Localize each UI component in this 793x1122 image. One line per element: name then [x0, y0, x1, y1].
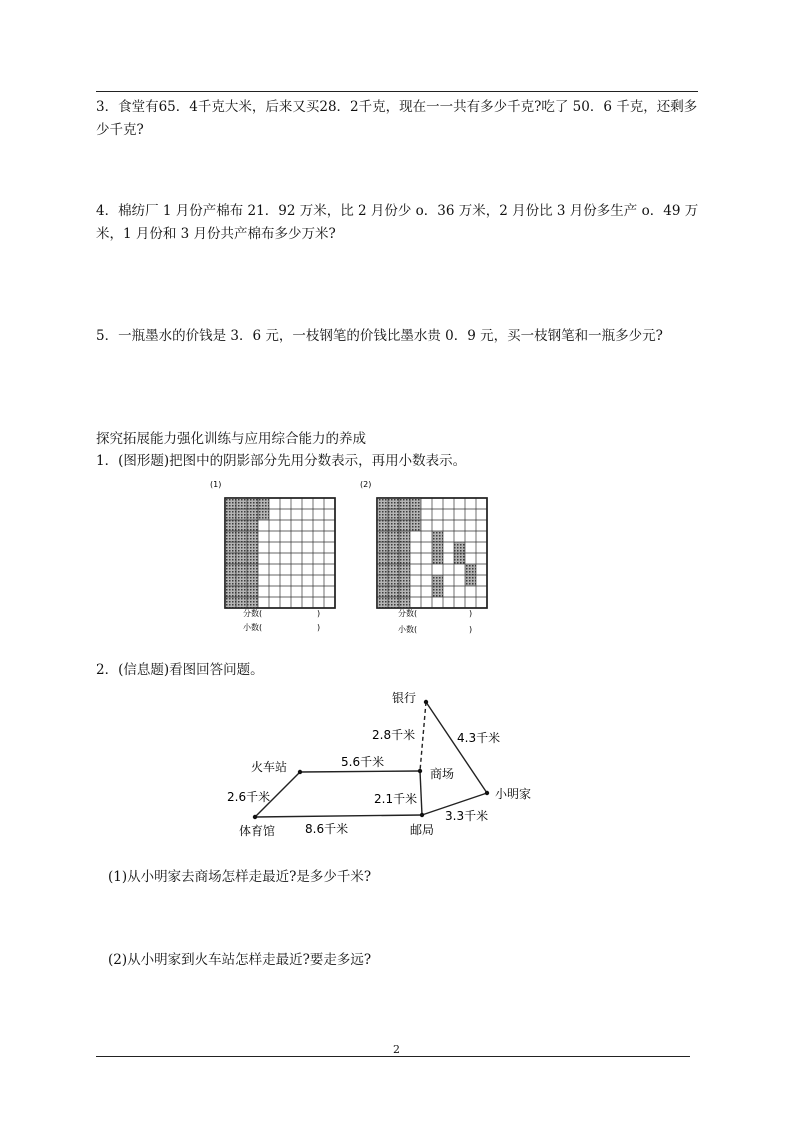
- distance-bank-home: 4.3千米: [457, 731, 501, 745]
- home-point: [485, 791, 489, 795]
- gym-point: [253, 815, 257, 819]
- question-2-2: (2)从小明家到火车站怎样走最近?要走多远?: [108, 952, 372, 968]
- fraction-label-2: 分数(: [398, 609, 418, 618]
- gym-label: 体育馆: [239, 824, 276, 838]
- question-1: 1．(图形题)把图中的阴影部分先用分数表示，再用小数表示。: [96, 453, 467, 469]
- fraction-close-1: ): [317, 609, 321, 618]
- station-point: [298, 770, 302, 774]
- fraction-label-1: 分数(: [243, 609, 263, 618]
- station-label: 火车站: [251, 760, 288, 774]
- distance-bank-mall: 2.8千米: [372, 728, 416, 742]
- footer-rule: [96, 1056, 690, 1057]
- mall-label: 商场: [430, 767, 455, 781]
- post-label: 邮局: [410, 823, 435, 837]
- grid-figure: [205, 478, 505, 643]
- fraction-close-2: ): [469, 609, 473, 618]
- grid-1: [225, 498, 335, 608]
- decimal-label-2: 小数(: [398, 625, 418, 634]
- question-2: 2．(信息题)看图回答问题。: [96, 662, 264, 678]
- decimal-close-1: ): [317, 623, 321, 632]
- bank-point: [424, 700, 428, 704]
- map-figure: [215, 685, 565, 845]
- question-2-1: (1)从小明家去商场怎样走最近?是多少千米?: [108, 869, 372, 885]
- mall-point: [418, 769, 422, 773]
- problem-3: 3．食堂有65．4千克大米，后来又买28．2千克，现在一一共有多少千克?吃了 50．6 千克，还剩多少千克?: [96, 99, 698, 138]
- distance-station-mall: 5.6千米: [341, 755, 385, 769]
- problem-5: 5．一瓶墨水的价钱是 3．6 元，一枝钢笔的价钱比墨水贵 0．9 元，买一枝钢笔和一瓶多少元?: [96, 328, 663, 344]
- decimal-close-2: ): [469, 625, 473, 634]
- bank-label: 银行: [392, 691, 417, 705]
- grid-label-2: (2): [360, 480, 372, 489]
- home-label: 小明家: [495, 787, 532, 801]
- distance-post-home: 3.3千米: [445, 809, 489, 823]
- distance-gym-post: 8.6千米: [305, 822, 349, 836]
- post-point: [420, 813, 424, 817]
- grid-2: [377, 498, 487, 608]
- section-title: 探究拓展能力强化训练与应用综合能力的养成: [96, 431, 366, 447]
- grid-label-1: (1): [210, 480, 222, 489]
- page-number: 2: [393, 1043, 400, 1056]
- decimal-label-1: 小数(: [243, 623, 263, 632]
- header-rule: [96, 91, 698, 92]
- problem-4: 4．棉纺厂 1 月份产棉布 21．92 万米，比 2 月份少 o．36 万米，2 月份比 3 月份多生产 o．49 万米，1 月份和 3 月份共产棉布多少万米?: [96, 203, 699, 242]
- distance-mall-post: 2.1千米: [374, 792, 418, 806]
- distance-station-gym: 2.6千米: [227, 790, 271, 804]
